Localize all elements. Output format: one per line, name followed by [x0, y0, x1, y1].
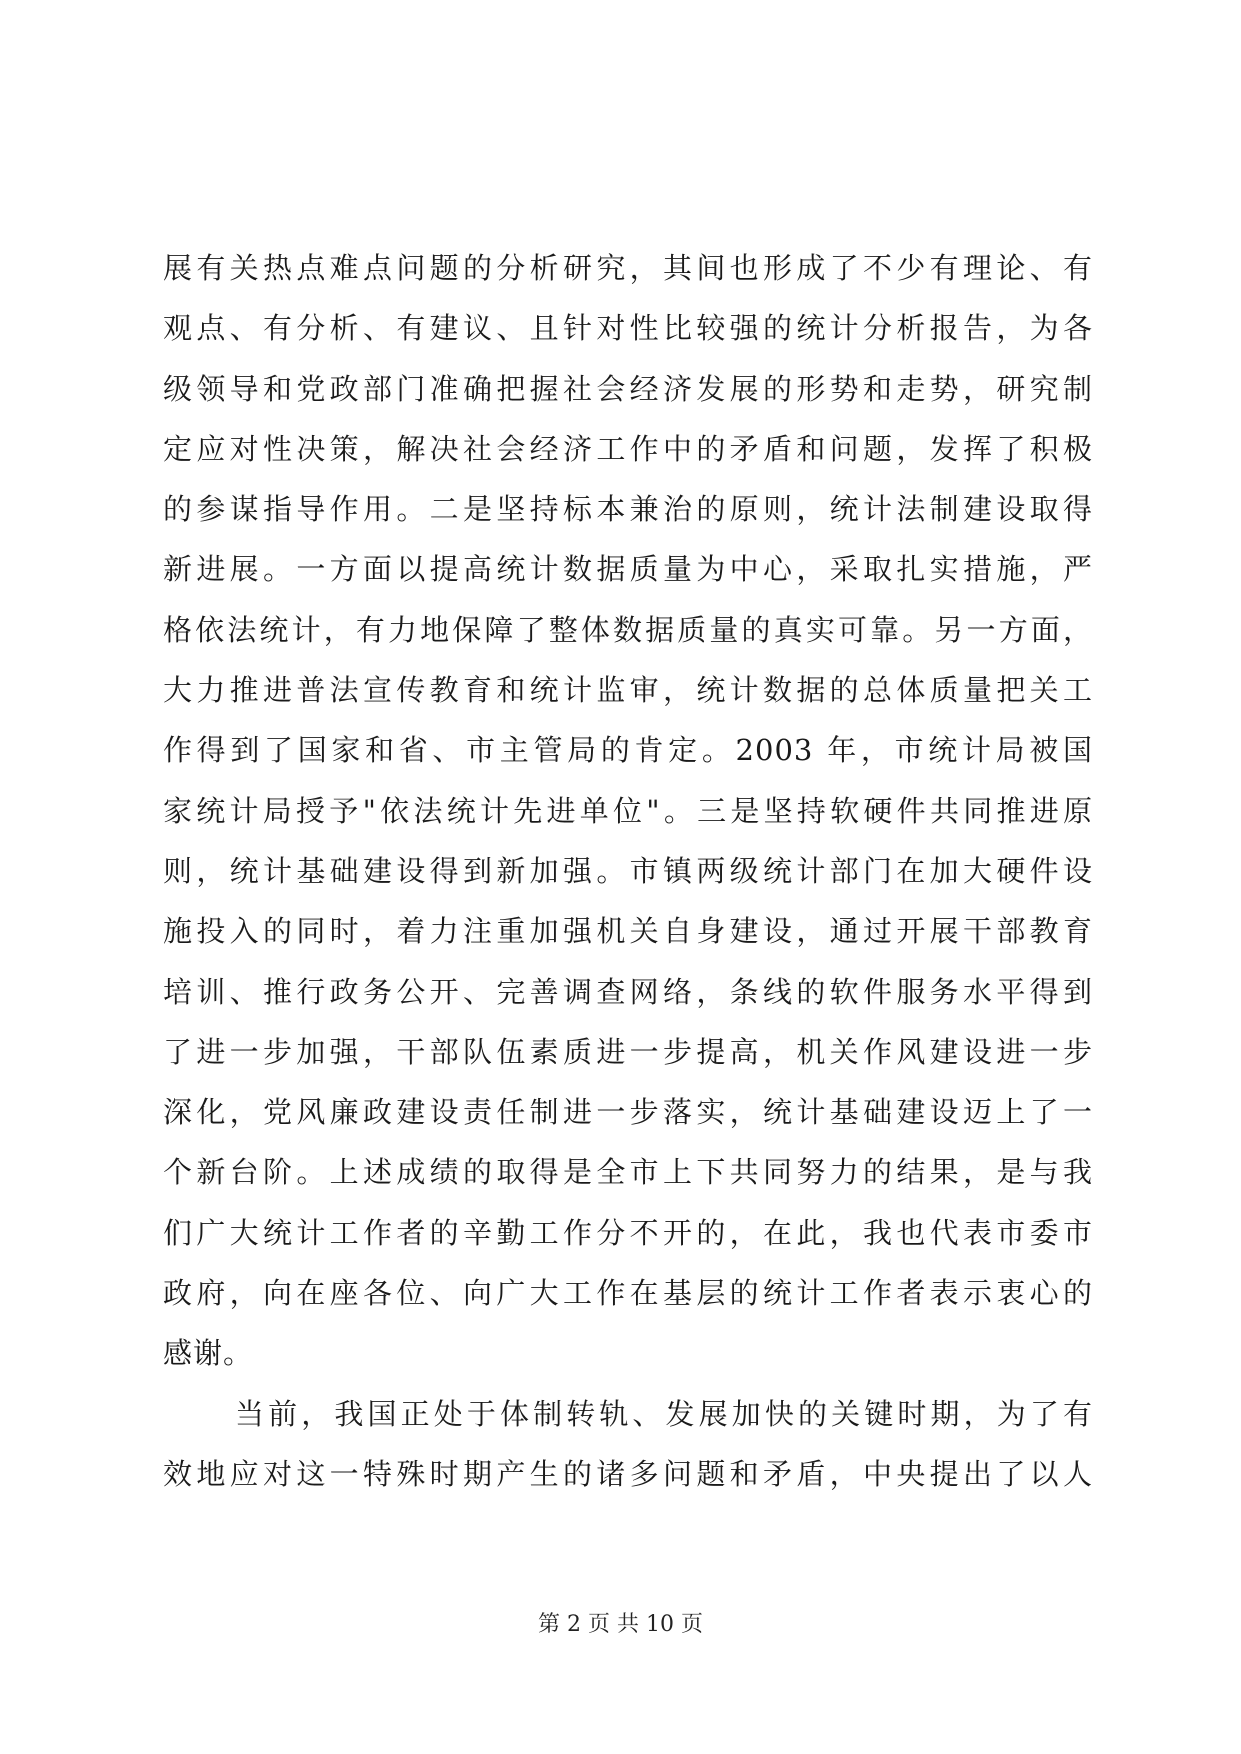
text-line: 们广大统计工作者的辛勤工作分不开的，在此，我也代表市委市: [163, 1215, 1093, 1250]
text-line: 政府，向在座各位、向广大工作在基层的统计工作者表示衷心的: [163, 1276, 1093, 1311]
text-line: 展有关热点难点问题的分析研究，其间也形成了不少有理论、有: [163, 251, 1093, 285]
text-line: 家统计局授予"依法统计先进单位"。三是坚持软硬件共同推进原: [163, 793, 1093, 828]
text-line: 当前，我国正处于体制转轨、发展加快的关键时期，为了有: [235, 1396, 1093, 1431]
text-line: 格依法统计，有力地保障了整体数据质量的真实可靠。另一方面，: [163, 612, 1093, 647]
text-line: 了进一步加强，干部队伍素质进一步提高，机关作风建设进一步: [163, 1034, 1093, 1069]
text-line: 定应对性决策，解决社会经济工作中的矛盾和问题，发挥了积极: [163, 431, 1093, 466]
text-line: 大力推进普法宣传教育和统计监审，统计数据的总体质量把关工: [163, 673, 1093, 708]
text-line: 施投入的同时，着力注重加强机关自身建设，通过开展干部教育: [163, 914, 1093, 949]
text-line: 观点、有分析、有建议、且针对性比较强的统计分析报告，为各: [163, 311, 1093, 346]
text-line: 深化，党风廉政建设责任制进一步落实，统计基础建设迈上了一: [163, 1095, 1093, 1130]
text-line: 的参谋指导作用。二是坚持标本兼治的原则，统计法制建设取得: [163, 492, 1093, 527]
page-footer: 第 2 页 共 10 页: [538, 1612, 703, 1637]
text-line: 新进展。一方面以提高统计数据质量为中心，采取扎实措施，严: [163, 552, 1093, 587]
text-line: 个新台阶。上述成绩的取得是全市上下共同努力的结果，是与我: [163, 1155, 1093, 1190]
text-line: 感谢。: [163, 1336, 254, 1371]
text-line: 级领导和党政部门准确把握社会经济发展的形势和走势，研究制: [163, 371, 1093, 406]
text-line: 作得到了国家和省、市主管局的肯定。2003 年，市统计局被国: [163, 733, 1093, 768]
text-line: 效地应对这一特殊时期产生的诸多问题和矛盾，中央提出了以人: [163, 1456, 1093, 1491]
text-line: 培训、推行政务公开、完善调查网络，条线的软件服务水平得到: [163, 974, 1093, 1009]
body-text: [163, 238, 1093, 1504]
text-line: 则，统计基础建设得到新加强。市镇两级统计部门在加大硬件设: [163, 853, 1093, 888]
